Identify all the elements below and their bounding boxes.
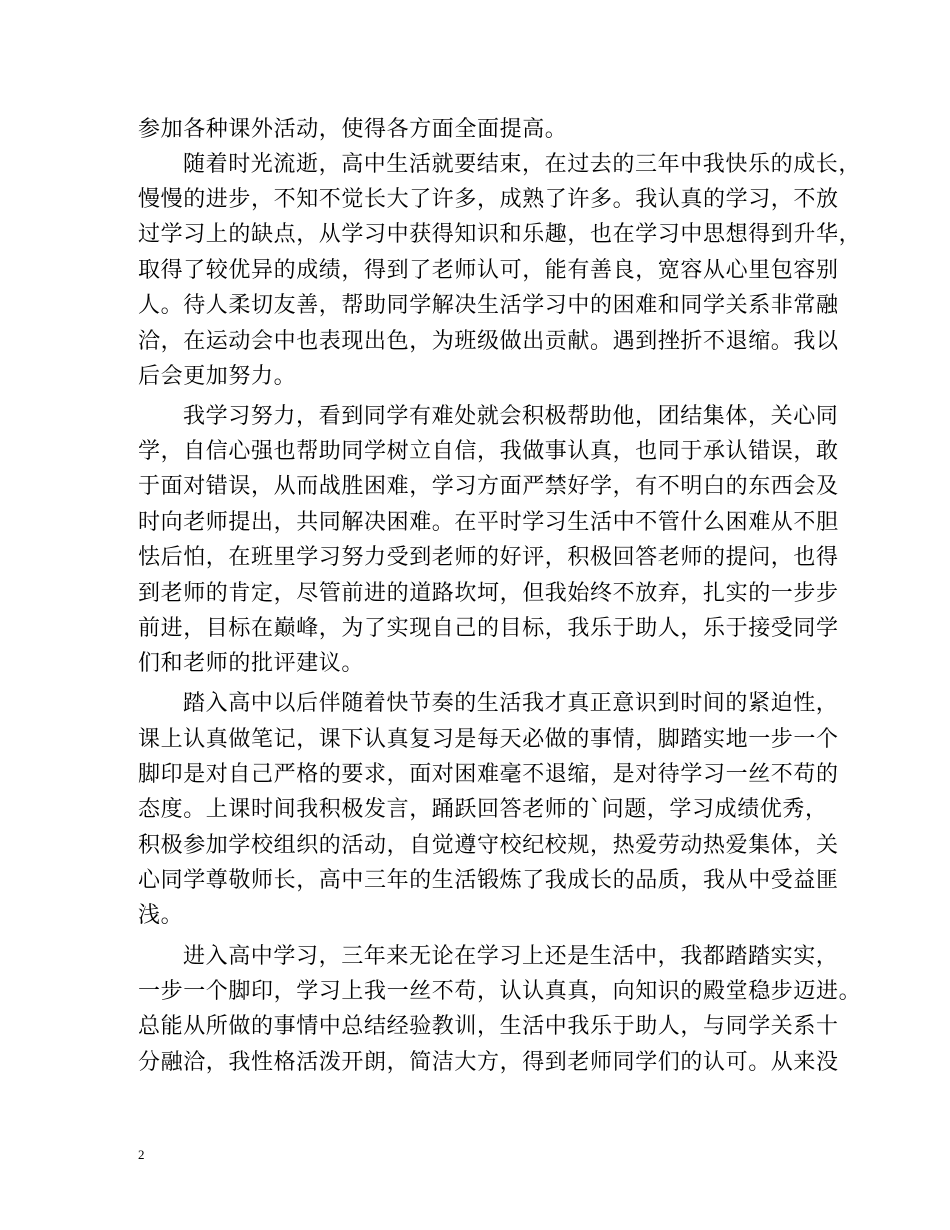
text-line: 于面对错误，从而战胜困难，学习方面严禁好学，有不明白的东西会及 <box>138 474 839 499</box>
text-line: 参加各种课外活动，使得各方面全面提高。 <box>138 117 568 142</box>
text-line: 们和老师的批评建议。 <box>138 651 365 676</box>
text-line: 总能从所做的事情中总结经验教训，生活中我乐于助人，与同学关系十 <box>138 1014 839 1039</box>
text-line: 脚印是对自己严格的要求，面对困难毫不退缩，是对待学习一丝不苟的 <box>138 762 839 787</box>
text-line: 取得了较优异的成绩，得到了老师认可，能有善良，宽容从心里包容别 <box>138 258 839 283</box>
paragraph-start-line: 踏入高中以后伴随着快节奏的生活我才真正意识到时间的紧迫性， <box>183 691 839 716</box>
text-line: 积极参加学校组织的活动，自觉遵守校纪校规，热爱劳动热爱集体，关 <box>138 833 839 858</box>
text-line: 洽，在运动会中也表现出色，为班级做出贡献。遇到挫折不退缩。我以 <box>138 329 839 354</box>
text-line: 分融洽，我性格活泼开朗，简洁大方，得到老师同学们的认可。从来没 <box>138 1050 839 1075</box>
text-line: 慢慢的进步，不知不觉长大了许多，成熟了许多。我认真的学习，不放 <box>138 187 839 212</box>
text-line: 时向老师提出，共同解决困难。在平时学习生活中不管什么困难从不胆 <box>138 510 839 535</box>
text-line: 态度。上课时间我积极发言，踊跃回答老师的`问题，学习成绩优秀， <box>138 797 828 822</box>
text-line: 前进，目标在巅峰，为了实现自己的目标，我乐于助人，乐于接受同学 <box>138 616 839 641</box>
paragraph-start-line: 随着时光流逝，高中生活就要结束，在过去的三年中我快乐的成长， <box>183 152 862 177</box>
text-line: 课上认真做笔记，课下认真复习是每天必做的事情，脚踏实地一步一个 <box>138 727 839 752</box>
text-line: 后会更加努力。 <box>138 364 297 389</box>
text-line: 怯后怕，在班里学习努力受到老师的好评，积极回答老师的提问，也得 <box>138 545 839 570</box>
text-line: 到老师的肯定，尽管前进的道路坎坷，但我始终不放弃，扎实的一步步 <box>138 581 839 606</box>
text-line: 人。待人柔切友善，帮助同学解决生活学习中的困难和同学关系非常融 <box>138 293 839 318</box>
text-line: 浅。 <box>138 903 184 928</box>
page-number: 2 <box>138 1147 145 1162</box>
text-line: 学，自信心强也帮助同学树立自信，我做事认真，也同于承认错误，敢 <box>138 439 839 464</box>
text-line: 过学习上的缺点，从学习中获得知识和乐趣，也在学习中思想得到升华， <box>138 222 862 247</box>
paragraph-start-line: 进入高中学习，三年来无论在学习上还是生活中，我都踏踏实实， <box>183 944 839 969</box>
text-line: 一步一个脚印，学习上我一丝不苟，认认真真，向知识的殿堂稳步迈进。 <box>138 979 862 1004</box>
paragraph-start-line: 我学习努力，看到同学有难处就会积极帮助他，团结集体，关心同 <box>183 404 839 429</box>
text-line: 心同学尊敬师长，高中三年的生活锻炼了我成长的品质，我从中受益匪 <box>138 868 839 893</box>
